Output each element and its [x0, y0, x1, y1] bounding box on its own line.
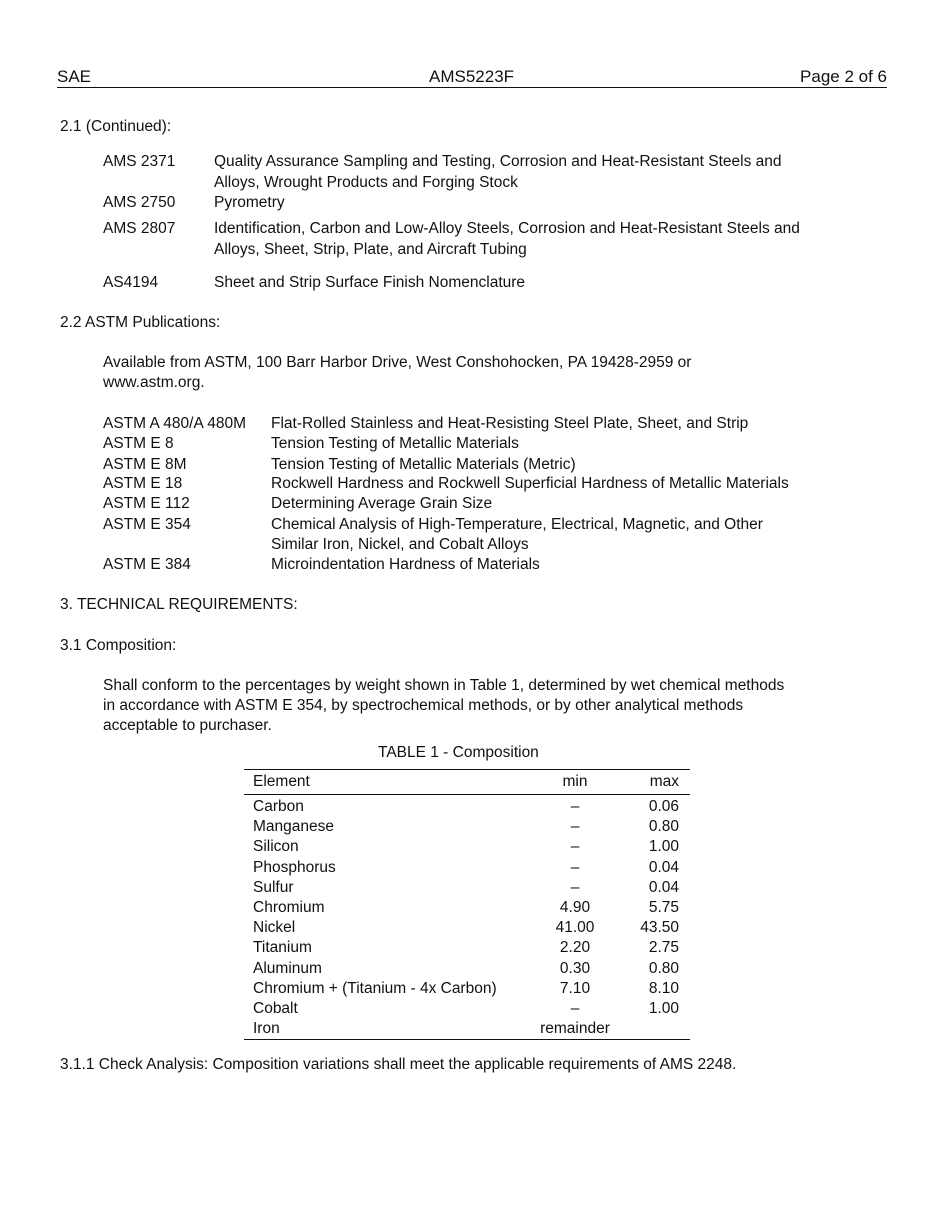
ref-title: Similar Iron, Nickel, and Cobalt Alloys [271, 536, 529, 553]
ref-code: ASTM E 8M [103, 456, 187, 473]
element-cell: Aluminum [253, 959, 322, 977]
element-cell: Sulfur [253, 878, 294, 896]
element-cell: Nickel [253, 919, 296, 937]
table-row [244, 938, 690, 958]
max-cell: 5.75 [648, 899, 679, 917]
ref-title: Tension Testing of Metallic Materials (Metric) [271, 456, 576, 473]
table-row [244, 999, 690, 1019]
ref-title: Determining Average Grain Size [271, 495, 493, 512]
composition-paragraph: Shall conform to the percentages by weight shown in Table 1, determined by wet chemical methods [103, 677, 785, 694]
ref-title: Tension Testing of Metallic Materials [271, 435, 519, 452]
ref-title: Alloys, Wrought Products and Forging Stock [214, 174, 518, 191]
table-row [244, 1019, 690, 1040]
ref-title: Rockwell Hardness and Rockwell Superficial Hardness of Metallic Materials [271, 475, 789, 492]
table-row [244, 898, 690, 918]
min-cell: – [570, 878, 580, 896]
section-2-2-title: 2.2 ASTM Publications: [60, 314, 221, 331]
min-cell: 2.20 [559, 939, 591, 957]
table-caption: TABLE 1 - Composition [378, 744, 539, 761]
element-cell: Silicon [253, 838, 299, 856]
max-cell: 0.04 [648, 878, 679, 896]
min-cell: – [570, 798, 580, 815]
table-row [244, 858, 690, 878]
min-cell: – [570, 1000, 580, 1018]
section-3-1-1-check-analysis: 3.1.1 Check Analysis: Composition variations shall meet the applicable requirements of AMS 2248. [60, 1056, 737, 1073]
min-cell: – [570, 818, 580, 836]
table-row [244, 979, 690, 999]
composition-table [244, 769, 690, 1040]
element-cell: Carbon [253, 798, 304, 815]
table-row [244, 795, 690, 818]
max-cell: 0.80 [648, 818, 679, 836]
ref-code: AS4194 [103, 274, 159, 291]
section-3-1-title: 3.1 Composition: [60, 637, 177, 654]
header-rule [57, 87, 887, 88]
astm-availability: Available from ASTM, 100 Barr Harbor Drive, West Conshohocken, PA 19428-2959 or [103, 354, 692, 371]
ref-title: Pyrometry [214, 194, 285, 211]
max-cell: 0.06 [648, 798, 679, 815]
max-cell: 1.00 [648, 1000, 679, 1018]
max-cell: 0.80 [648, 959, 679, 977]
ref-code: AMS 2750 [103, 194, 176, 211]
column-header-max: max [649, 772, 679, 790]
ref-title: Quality Assurance Sampling and Testing, Corrosion and Heat-Resistant Steels and [214, 153, 782, 170]
ref-code: ASTM E 8 [103, 435, 174, 452]
min-cell: 41.00 [555, 919, 595, 937]
element-cell: Chromium [253, 899, 325, 917]
table-row [244, 878, 690, 898]
ref-title: Microindentation Hardness of Materials [271, 556, 540, 573]
element-cell: Manganese [253, 818, 335, 836]
max-cell: 2.75 [648, 939, 679, 957]
table-row [244, 918, 690, 938]
element-cell: Phosphorus [253, 858, 336, 876]
element-cell: Chromium + (Titanium - 4x Carbon) [253, 979, 497, 997]
header-org: SAE [57, 67, 92, 86]
element-cell: Cobalt [253, 1000, 298, 1018]
min-cell: 4.90 [559, 899, 591, 917]
min-cell: – [570, 838, 580, 856]
max-cell: 0.04 [648, 858, 679, 876]
min-cell: remainder [540, 1020, 610, 1038]
max-cell [617, 1019, 690, 1040]
table-row [244, 959, 690, 979]
ref-code: ASTM E 354 [103, 516, 191, 533]
ref-code: ASTM E 112 [103, 495, 190, 512]
header-doc-number: AMS5223F [429, 67, 515, 86]
min-cell: – [570, 858, 580, 876]
table-header-row [244, 770, 690, 795]
column-header-min: min [562, 772, 588, 790]
min-cell: 7.10 [559, 979, 591, 997]
composition-paragraph: acceptable to purchaser. [103, 717, 272, 734]
ref-title: Flat-Rolled Stainless and Heat-Resisting Steel Plate, Sheet, and Strip [271, 415, 749, 432]
section-3-title: 3. TECHNICAL REQUIREMENTS: [60, 596, 298, 613]
table-row [244, 837, 690, 857]
max-cell: 8.10 [648, 979, 679, 997]
ref-code: ASTM E 384 [103, 556, 191, 573]
ref-code: AMS 2371 [103, 153, 176, 170]
table-row [244, 817, 690, 837]
ref-code: AMS 2807 [103, 220, 176, 237]
astm-availability-url: www.astm.org. [103, 374, 205, 391]
element-cell: Titanium [253, 939, 312, 957]
ref-title: Sheet and Strip Surface Finish Nomenclature [214, 274, 526, 291]
min-cell: 0.30 [559, 959, 591, 977]
composition-paragraph: in accordance with ASTM E 354, by spectrochemical methods, or by other analytical methods [103, 697, 744, 714]
max-cell: 43.50 [640, 919, 679, 937]
ref-title: Chemical Analysis of High-Temperature, Electrical, Magnetic, and Other [271, 516, 763, 533]
element-cell: Iron [253, 1020, 280, 1038]
ref-title: Alloys, Sheet, Strip, Plate, and Aircraft Tubing [214, 241, 527, 258]
column-header-element: Element [253, 772, 310, 790]
max-cell: 1.00 [648, 838, 679, 856]
section-2-1-title: 2.1 (Continued): [60, 118, 172, 135]
ref-code: ASTM E 18 [103, 475, 183, 492]
ref-title: Identification, Carbon and Low-Alloy Steels, Corrosion and Heat-Resistant Steels and [214, 220, 800, 237]
header-page-number: Page 2 of 6 [800, 67, 887, 86]
ref-code: ASTM A 480/A 480M [103, 415, 247, 432]
